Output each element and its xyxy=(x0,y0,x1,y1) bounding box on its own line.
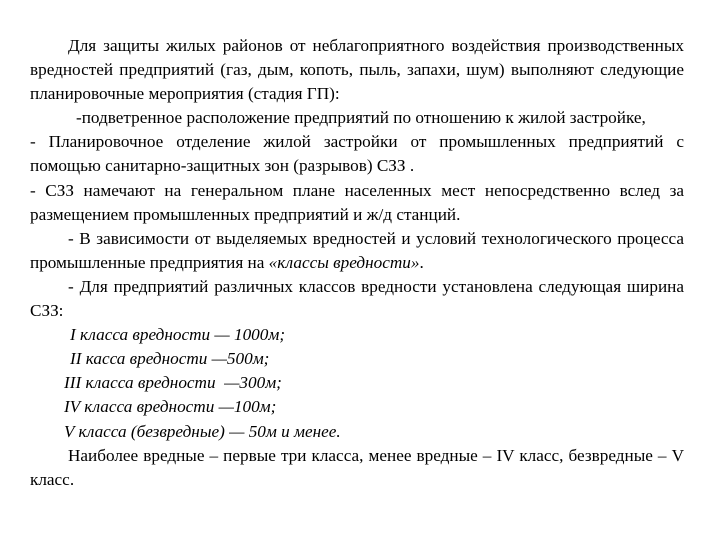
class-5-width: V класса (безвредные) — 50м и менее. xyxy=(64,421,341,441)
intro-paragraph: Для защиты жилых районов от неблагоприятного воздействия производственных вредностей предприятий (газ, дым, копоть, пыль, запахи, шум) выполняют следующие планировочные мероприятия (стадия ГП): xyxy=(30,36,684,104)
list-item-sanitary-zones: - СЗЗ намечают на генеральном плане населенных мест непосредственно вслед за размещением промышленных предприятий и ж/д станций. xyxy=(30,180,684,224)
class-3-width: III класса вредности —300м; xyxy=(64,373,282,393)
class-1-width: I класса вредности — 1000м; xyxy=(70,325,286,345)
hazard-classes-text: - В зависимости от выделяемых вредностей и условий технологического процесса промышленные предприятия на xyxy=(30,228,684,272)
conclusion-paragraph: Наиболее вредные – первые три класса, менее вредные – IV класс, безвредные – V класс. xyxy=(30,445,684,489)
list-item-leeward: -подветренное расположение предприятий по отношению к жилой застройке, xyxy=(76,108,646,128)
hazard-classes-term: «классы вредности» xyxy=(268,252,420,272)
list-item-hazard-classes xyxy=(30,227,684,275)
document-page xyxy=(30,34,684,492)
class-2-width: II касса вредности —500м; xyxy=(70,349,270,369)
class-4-width: IV класса вредности —100м; xyxy=(64,397,277,417)
list-item-zone-width: - Для предприятий различных классов вредности установлена следующая ширина СЗЗ: xyxy=(30,276,684,321)
list-item-separation: - Планировочное отделение жилой застройки от промышленных предприятий с помощью санитарно-защитных зон (разрывов) СЗЗ . xyxy=(30,132,684,176)
hazard-classes-end: . xyxy=(419,252,424,272)
